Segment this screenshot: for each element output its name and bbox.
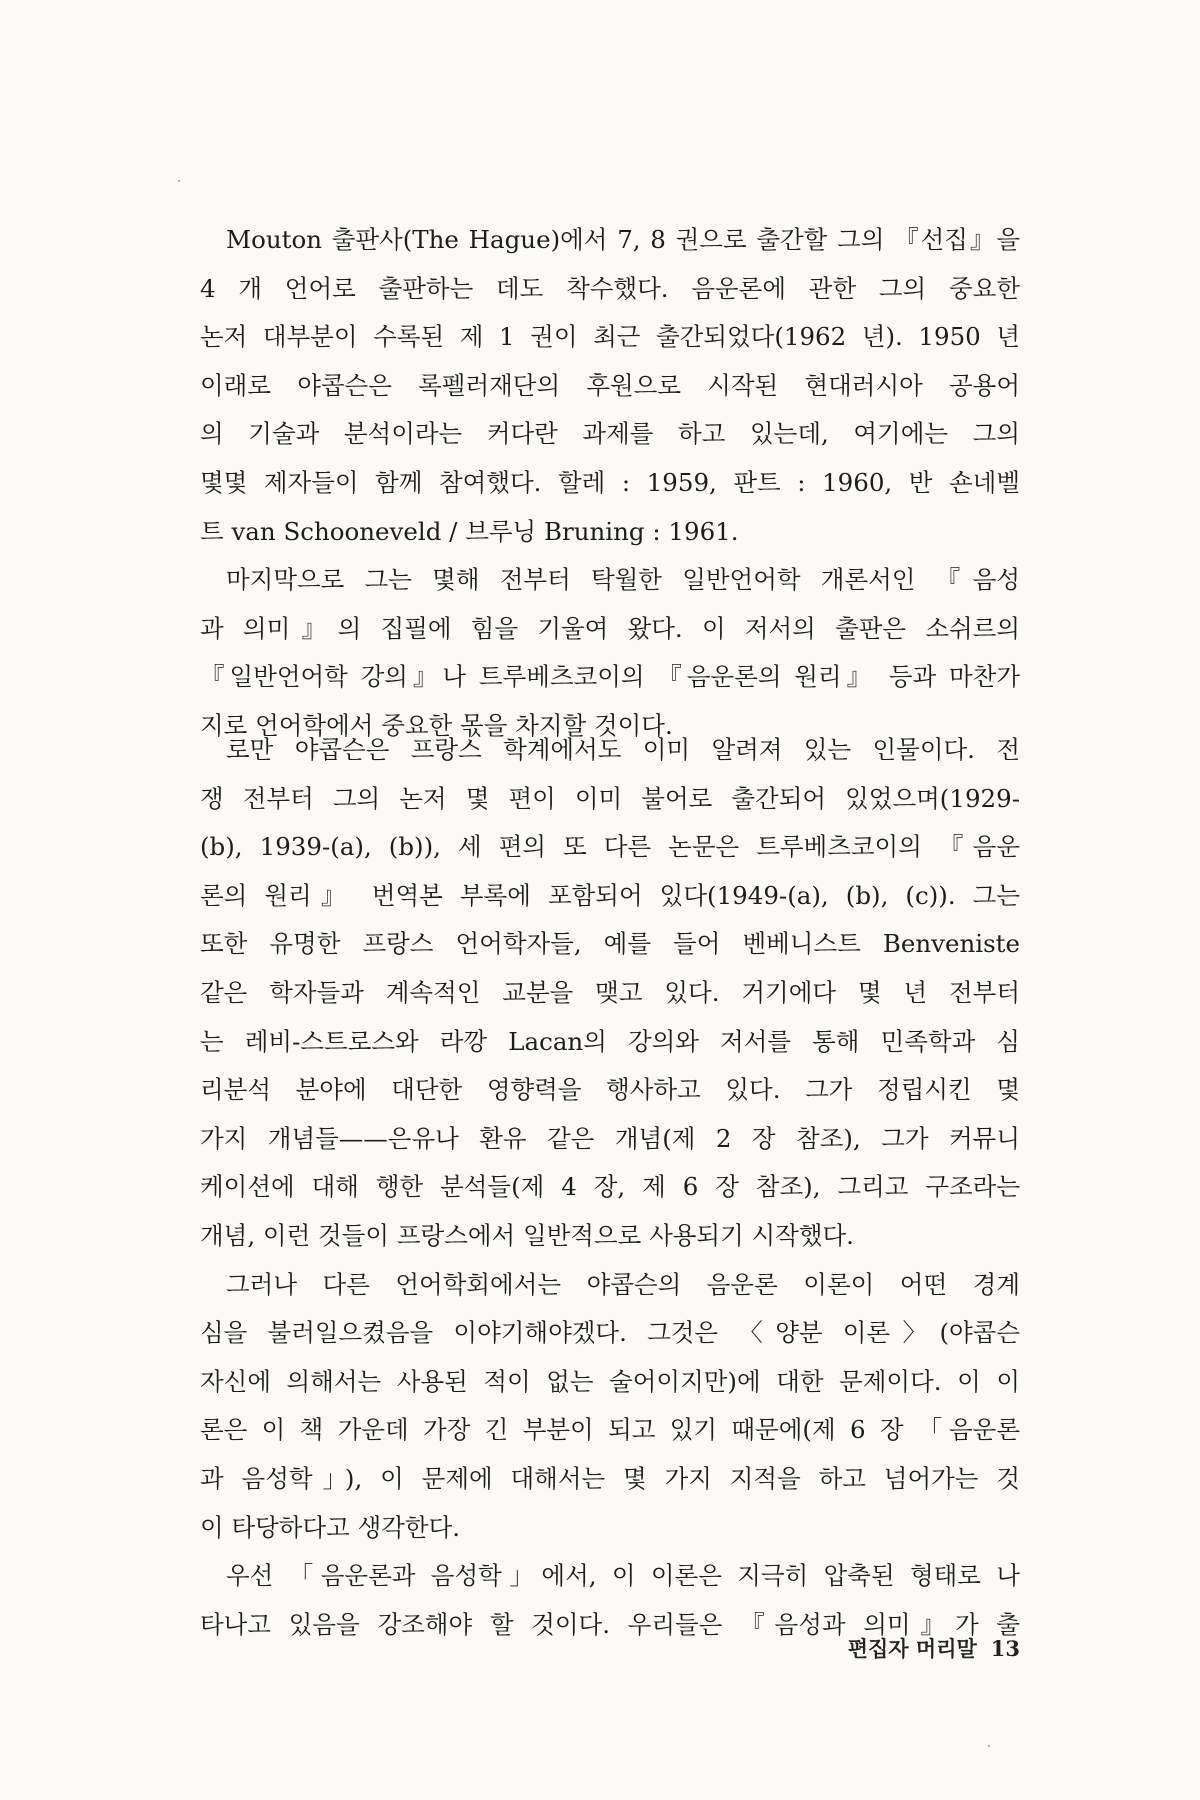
text-line: 론은 이 책 가운데 가장 긴 부분이 되고 있기 때문에(제 6 장 「음운론 — [200, 1415, 1020, 1445]
text-line: 론의 원리』 번역본 부록에 포함되어 있다(1949-(a), (b), (c)). 그는 — [200, 880, 1020, 910]
text-line: 쟁 전부터 그의 논저 몇 편이 이미 불어로 출간되어 있었으며(1929- — [200, 783, 1020, 813]
page-number: 13 — [990, 1636, 1020, 1661]
paragraph-block-2 — [200, 726, 1020, 1649]
text-line: 『일반언어학 강의』나 트루베츠코이의 『음운론의 원리』 등과 마찬가 — [200, 662, 1020, 692]
text-line: 는 레비-스트로스와 라깡 Lacan의 강의와 저서를 통해 민족학과 심 — [200, 1026, 1020, 1056]
text-line: Mouton 출판사(The Hague)에서 7, 8 권으로 출간할 그의 『선집』을 — [226, 225, 1020, 254]
paragraph-block-1 — [200, 216, 1020, 751]
text-line: 케이션에 대해 행한 분석들(제 4 장, 제 6 장 참조), 그리고 구조라는 — [200, 1172, 1020, 1202]
text-line: 자신에 의해서는 사용된 적이 없는 술어이지만)에 대한 문제이다. 이 이 — [200, 1366, 1020, 1396]
text-line: 과 의미』의 집필에 힘을 기울여 왔다. 이 저서의 출판은 소쉬르의 — [200, 613, 1020, 643]
section-title: 편집자 머리말 — [847, 1637, 977, 1661]
text-line: 몇몇 제자들이 함께 참여했다. 할레 : 1959, 판트 : 1960, 반 숀네벨 — [200, 467, 1020, 497]
scan-speck — [988, 1745, 990, 1747]
text-line: 이래로 야콥슨은 록펠러재단의 후원으로 시작된 현대러시아 공용어 — [200, 370, 1020, 400]
text-line: (b), 1939-(a), (b)), 세 편의 또 다른 논문은 트루베츠코이의 『음운 — [200, 832, 1020, 862]
scan-speck — [178, 180, 180, 182]
text-line: 의 기술과 분석이라는 커다란 과제를 하고 있는데, 여기에는 그의 — [200, 419, 1020, 449]
text-line: 그러나 다른 언어학회에서는 야콥슨의 음운론 이론이 어떤 경계 — [226, 1269, 1020, 1299]
text-line: 가지 개념들——은유나 환유 같은 개념(제 2 장 참조), 그가 커뮤니 — [200, 1123, 1020, 1153]
text-line: 논저 대부분이 수록된 제 1 권이 최근 출간되었다(1962 년). 1950 년 — [200, 322, 1020, 352]
text-line: 트 van Schooneveld / 브루닝 Bruning : 1961. — [200, 516, 739, 546]
text-line: 로만 야콥슨은 프랑스 학계에서도 이미 알려져 있는 인물이다. 전 — [226, 735, 1020, 764]
text-line: 과 음성학」), 이 문제에 대해서는 몇 가지 지적을 하고 넘어가는 것 — [200, 1463, 1020, 1493]
text-line: 개념, 이런 것들이 프랑스에서 일반적으로 사용되기 시작했다. — [200, 1220, 854, 1250]
text-line: 지로 언어학에서 중요한 몫을 차지할 것이다. — [200, 710, 673, 740]
running-footer — [780, 1633, 1020, 1663]
text-line: 리분석 분야에 대단한 영향력을 행사하고 있다. 그가 정립시킨 몇 — [200, 1075, 1020, 1105]
text-line: 마지막으로 그는 몇해 전부터 탁월한 일반언어학 개론서인 『음성 — [226, 565, 1020, 595]
text-line: 또한 유명한 프랑스 언어학자들, 예를 들어 벤베니스트 Benveniste — [200, 929, 1020, 959]
text-line: 타나고 있음을 강조해야 할 것이다. 우리들은 『음성과 의미』가 출 — [200, 1609, 1020, 1639]
text-line: 이 타당하다고 생각한다. — [200, 1512, 461, 1542]
text-line: 심을 불러일으켰음을 이야기해야겠다. 그것은 〈양분 이론〉(야콥슨 — [200, 1318, 1020, 1348]
text-line: 우선 「음운론과 음성학」에서, 이 이론은 지극히 압축된 형태로 나 — [226, 1561, 1020, 1591]
text-line: 같은 학자들과 계속적인 교분을 맺고 있다. 거기에다 몇 년 전부터 — [200, 977, 1020, 1007]
text-line: 4 개 언어로 출판하는 데도 착수했다. 음운론에 관한 그의 중요한 — [200, 273, 1020, 303]
